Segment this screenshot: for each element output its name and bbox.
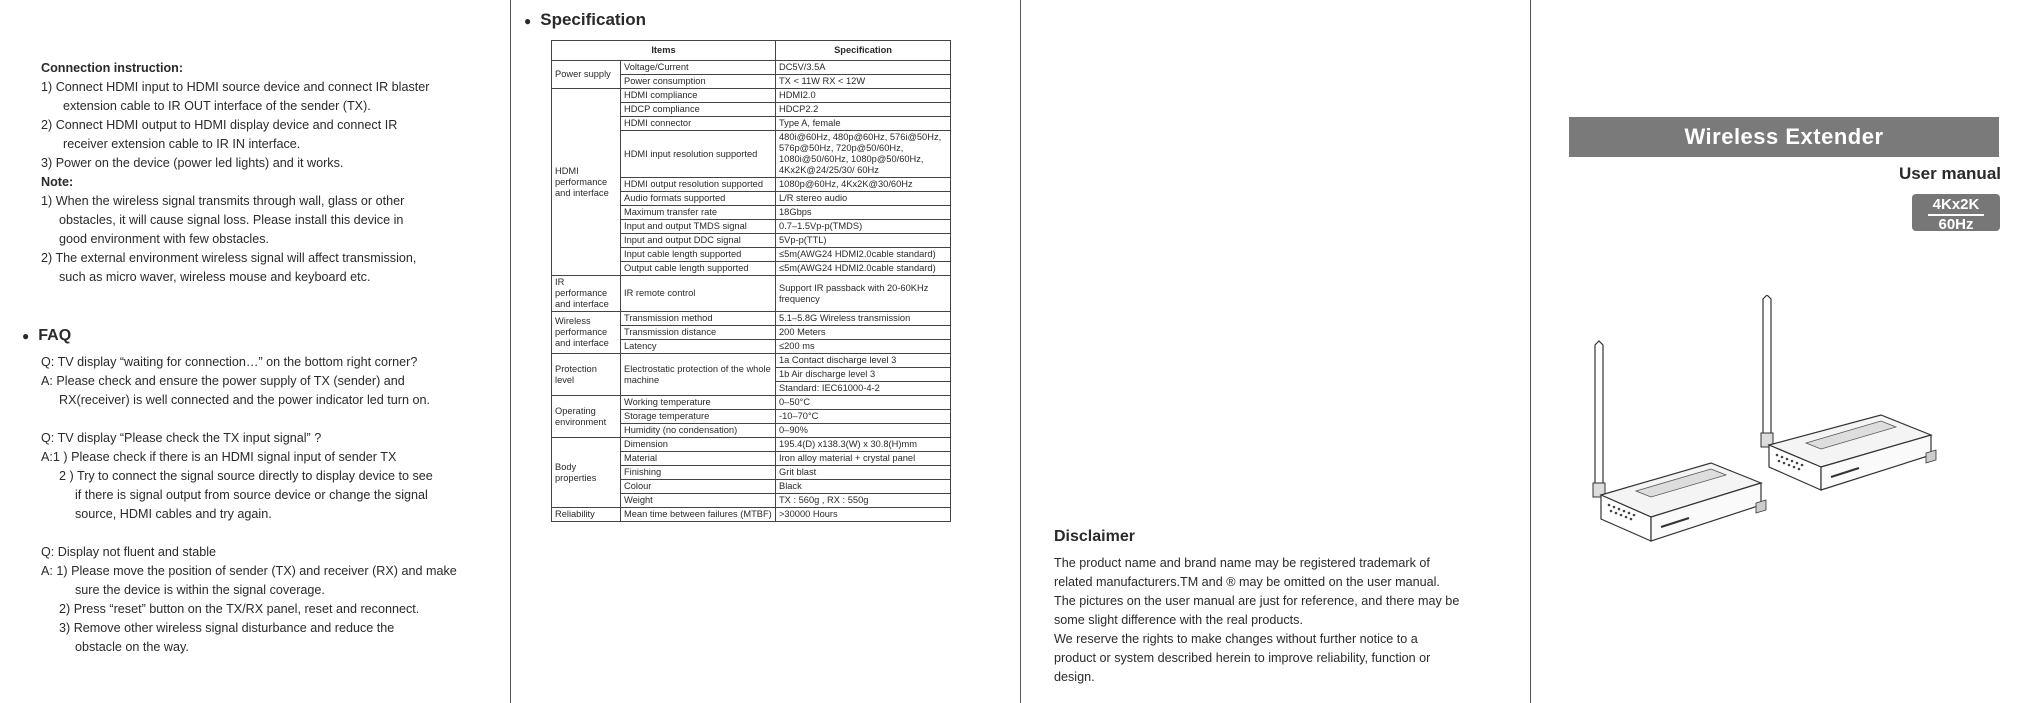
- spec-value: 0–90%: [776, 424, 951, 438]
- disclaimer-line: The pictures on the user manual are just for reference, and there may be: [1054, 594, 1460, 608]
- note-line: 2) The external environment wireless signal will affect transmission,: [41, 251, 417, 265]
- spec-value: HDMI2.0: [776, 89, 951, 103]
- cover-subtitle: User manual: [1898, 164, 2001, 183]
- note-line: obstacles, it will cause signal loss. Please install this device in: [59, 213, 404, 227]
- connection-step-2-cont: receiver extension cable to IR IN interface.: [63, 137, 301, 151]
- spec-value: >30000 Hours: [776, 508, 951, 522]
- spec-value: 200 Meters: [776, 326, 951, 340]
- spec-item: Weight: [621, 494, 776, 508]
- connection-title: Connection instruction:: [41, 61, 184, 75]
- faq-answer: A:1 ) Please check if there is an HDMI signal input of sender TX: [41, 450, 397, 464]
- spec-group-label: Power supply: [552, 61, 621, 89]
- faq-answer: obstacle on the way.: [75, 640, 189, 654]
- spec-value: 195.4(D) x138.3(W) x 30.8(H)mm: [776, 438, 951, 452]
- disclaimer-line: some slight difference with the real products.: [1054, 613, 1303, 627]
- spec-item: Maximum transfer rate: [621, 206, 776, 220]
- spec-value: 1080p@60Hz, 4Kx2K@30/60Hz: [776, 178, 951, 192]
- cover-panel: [1531, 0, 2041, 703]
- spec-value: 5Vp-p(TTL): [776, 234, 951, 248]
- spec-item: IR remote control: [621, 276, 776, 312]
- spec-value: TX < 11W RX < 12W: [776, 75, 951, 89]
- bullet-icon: ●: [524, 14, 532, 28]
- disclaimer-text: [1054, 554, 1514, 687]
- badge-line-1: 4Kx2K: [1932, 196, 1980, 213]
- spec-item: Electrostatic protection of the whole machine: [621, 354, 776, 396]
- bullet-icon: ●: [22, 329, 30, 343]
- spec-table: [551, 40, 951, 522]
- spec-value: 1a Contact discharge level 3: [776, 354, 951, 368]
- spec-group-label: Wireless performance and interface: [552, 312, 621, 354]
- spec-header-row: [552, 41, 951, 61]
- spec-row: [552, 61, 951, 75]
- spec-value: Iron alloy material + crystal panel: [776, 452, 951, 466]
- spec-title: ● Specification: [524, 10, 647, 29]
- spec-item: Input and output DDC signal: [621, 234, 776, 248]
- spec-item: Latency: [621, 340, 776, 354]
- spec-row: [552, 354, 951, 368]
- sender-unit: [1601, 463, 1766, 541]
- spec-group-label: Operating environment: [552, 396, 621, 438]
- note-line: good environment with few obstacles.: [59, 232, 270, 246]
- note-line: such as micro waver, wireless mouse and keyboard etc.: [59, 270, 371, 284]
- spec-item: Dimension: [621, 438, 776, 452]
- header-specification: Specification: [776, 41, 951, 61]
- resolution-badge: [1912, 194, 2000, 231]
- disclaimer-line: The product name and brand name may be registered trademark of: [1054, 556, 1430, 570]
- spec-item: Material: [621, 452, 776, 466]
- faq-answer: 3) Remove other wireless signal disturbance and reduce the: [59, 621, 395, 635]
- spec-row: [552, 312, 951, 326]
- spec-value: 18Gbps: [776, 206, 951, 220]
- connection-step-2: 2) Connect HDMI output to HDMI display device and connect IR: [41, 118, 398, 132]
- spec-value: 480i@60Hz, 480p@60Hz, 576i@50Hz, 576p@50Hz, 720p@50/60Hz, 1080i@50/60Hz, 1080p@50/60Hz, 4Kx2K@24/25/30/ 60Hz: [776, 131, 951, 178]
- spec-item: HDMI connector: [621, 117, 776, 131]
- spec-item: Mean time between failures (MTBF): [621, 508, 776, 522]
- specification-panel: [511, 0, 1020, 703]
- spec-item: HDMI input resolution supported: [621, 131, 776, 178]
- spec-group-label: HDMI performance and interface: [552, 89, 621, 276]
- spec-value: 0.7–1.5Vp-p(TMDS): [776, 220, 951, 234]
- cover-title: Wireless Extender: [1569, 117, 1999, 157]
- spec-group-label: IR performance and interface: [552, 276, 621, 312]
- spec-value: Grit blast: [776, 466, 951, 480]
- spec-item: Colour: [621, 480, 776, 494]
- spec-value: Black: [776, 480, 951, 494]
- antenna-icon: [1593, 341, 1605, 497]
- note-line: 1) When the wireless signal transmits through wall, glass or other: [41, 194, 405, 208]
- connection-step-3: 3) Power on the device (power led lights) and it works.: [41, 156, 344, 170]
- spec-item: HDMI compliance: [621, 89, 776, 103]
- disclaimer-line: related manufacturers.TM and ® may be omitted on the user manual.: [1054, 575, 1440, 589]
- spec-value: ≤5m(AWG24 HDMI2.0cable standard): [776, 262, 951, 276]
- spec-value: Type A, female: [776, 117, 951, 131]
- spec-value: ≤5m(AWG24 HDMI2.0cable standard): [776, 248, 951, 262]
- faq-answer: 2 ) Try to connect the signal source directly to display device to see: [59, 469, 433, 483]
- spec-group-label: Reliability: [552, 508, 621, 522]
- spec-value: TX : 560g , RX : 550g: [776, 494, 951, 508]
- disclaimer-line: design.: [1054, 670, 1095, 684]
- faq-answer: source, HDMI cables and try again.: [75, 507, 272, 521]
- connection-step-1: 1) Connect HDMI input to HDMI source device and connect IR blaster: [41, 80, 430, 94]
- spec-item: HDCP compliance: [621, 103, 776, 117]
- spec-item: Power consumption: [621, 75, 776, 89]
- disclaimer-line: product or system described herein to improve reliability, function or: [1054, 651, 1431, 665]
- spec-item: Output cable length supported: [621, 262, 776, 276]
- spec-row: [552, 508, 951, 522]
- faq-question: Q: TV display “Please check the TX input signal” ?: [41, 431, 322, 445]
- spec-value: 5.1–5.8G Wireless transmission: [776, 312, 951, 326]
- spec-item: Audio formats supported: [621, 192, 776, 206]
- spec-item: Voltage/Current: [621, 61, 776, 75]
- disclaimer-panel: [1021, 0, 1530, 703]
- spec-value: -10–70°C: [776, 410, 951, 424]
- spec-value: 0–50°C: [776, 396, 951, 410]
- spec-item: Humidity (no condensation): [621, 424, 776, 438]
- spec-row: [552, 276, 951, 312]
- spec-item: Storage temperature: [621, 410, 776, 424]
- spec-value: ≤200 ms: [776, 340, 951, 354]
- spec-group-label: Protection level: [552, 354, 621, 396]
- note-title: Note:: [41, 175, 74, 189]
- spec-value: 1b Air discharge level 3: [776, 368, 951, 382]
- header-items: Items: [552, 41, 776, 61]
- faq-question: Q: TV display “waiting for connection…” on the bottom right corner?: [41, 355, 418, 369]
- spec-value: DC5V/3.5A: [776, 61, 951, 75]
- faq-answer: A: Please check and ensure the power supply of TX (sender) and: [41, 374, 405, 388]
- faq-section: [41, 353, 457, 657]
- spec-value: Standard: IEC61000-4-2: [776, 382, 951, 396]
- antenna-icon: [1761, 295, 1773, 447]
- spec-value: HDCP2.2: [776, 103, 951, 117]
- spec-value: L/R stereo audio: [776, 192, 951, 206]
- faq-answer: 2) Press “reset” button on the TX/RX panel, reset and reconnect.: [59, 602, 420, 616]
- faq-answer: RX(receiver) is well connected and the power indicator led turn on.: [59, 393, 431, 407]
- spec-item: Input and output TMDS signal: [621, 220, 776, 234]
- faq-answer: A: 1) Please move the position of sender (TX) and receiver (RX) and make: [41, 564, 457, 578]
- faq-answer: if there is signal output from source device or change the signal: [75, 488, 428, 502]
- spec-item: Input cable length supported: [621, 248, 776, 262]
- disclaimer-title: Disclaimer: [1054, 528, 1135, 545]
- spec-item: Finishing: [621, 466, 776, 480]
- spec-item: Working temperature: [621, 396, 776, 410]
- faq-question: Q: Display not fluent and stable: [41, 545, 217, 559]
- spec-value: Support IR passback with 20-60KHz frequency: [776, 276, 951, 312]
- instructions-panel: [0, 0, 510, 703]
- spec-item: HDMI output resolution supported: [621, 178, 776, 192]
- product-image: [1591, 295, 1971, 565]
- connection-step-1-cont: extension cable to IR OUT interface of the sender (TX).: [63, 99, 371, 113]
- spec-item: Transmission method: [621, 312, 776, 326]
- faq-title: ● FAQ: [22, 327, 72, 344]
- spec-row: [552, 438, 951, 452]
- connection-section: [41, 59, 429, 287]
- faq-answer: sure the device is within the signal coverage.: [75, 583, 325, 597]
- spec-row: [552, 89, 951, 103]
- spec-row: [552, 396, 951, 410]
- disclaimer-line: We reserve the rights to make changes without further notice to a: [1054, 632, 1418, 646]
- badge-line-2: 60Hz: [1938, 215, 1974, 233]
- receiver-unit: [1769, 415, 1936, 490]
- spec-group-label: Body properties: [552, 438, 621, 508]
- spec-body: [552, 61, 951, 522]
- spec-item: Transmission distance: [621, 326, 776, 340]
